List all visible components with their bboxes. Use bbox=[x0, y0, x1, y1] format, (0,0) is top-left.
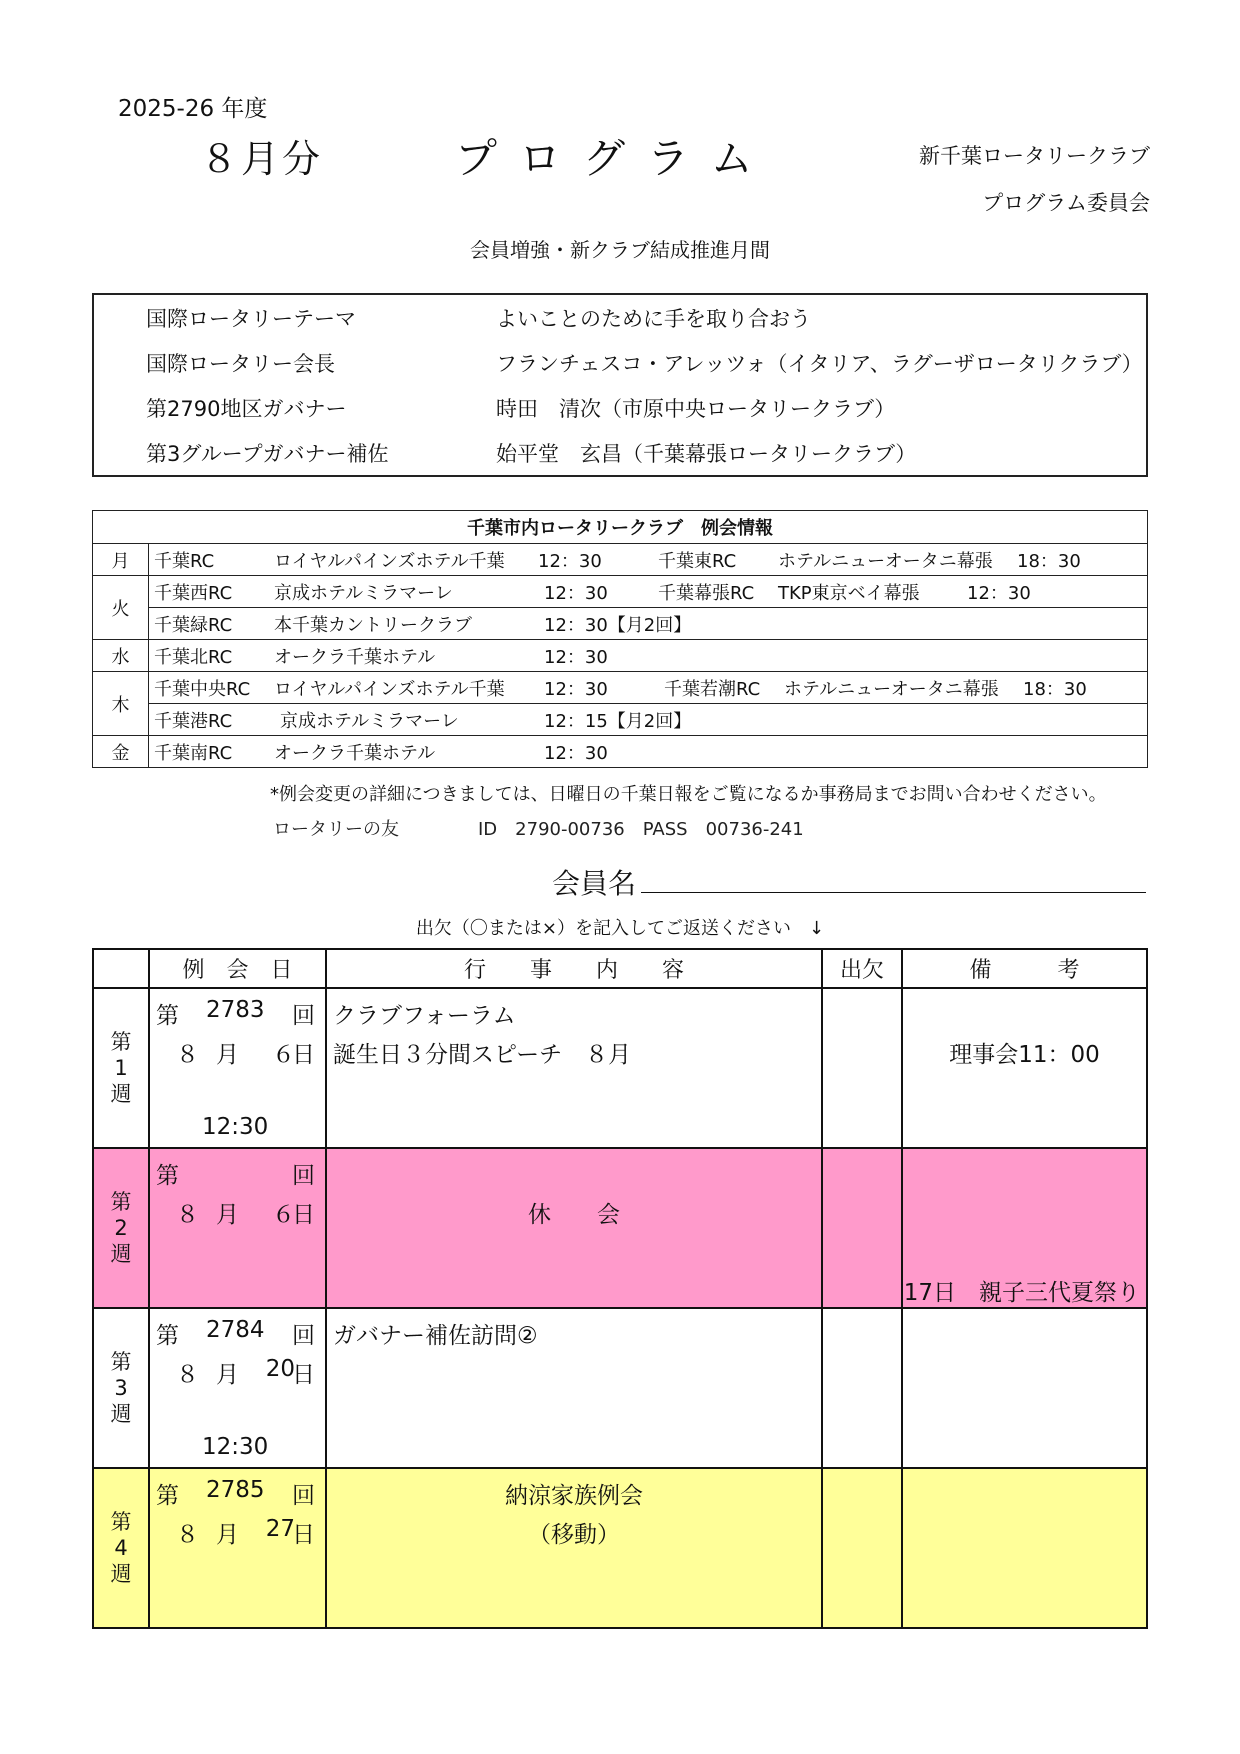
club-cell: 千葉港RC bbox=[154, 710, 233, 732]
club-cell: 千葉緑RC bbox=[154, 614, 233, 636]
event-line: 誕生日３分間スピーチ ８月 bbox=[333, 1042, 632, 1068]
info-value: 始平堂 玄昌（千葉幕張ロータリークラブ） bbox=[496, 442, 917, 466]
time-cell: 12：30 bbox=[544, 742, 608, 764]
month-value: ８ bbox=[176, 1522, 199, 1548]
date-cell bbox=[149, 988, 326, 1148]
attend-header: 出欠 bbox=[822, 949, 902, 988]
hotel-cell: 京成ホテルミラマーレ bbox=[274, 582, 453, 604]
info-label: 国際ロータリーテーマ bbox=[146, 307, 356, 331]
rotary-friend-credentials: ID 2790-00736 PASS 00736-241 bbox=[478, 819, 804, 840]
dai-char: 第 bbox=[156, 1483, 179, 1509]
member-name-line[interactable] bbox=[641, 892, 1146, 893]
time-cell: 12：30【月2回】 bbox=[544, 614, 692, 636]
day-label: 火 bbox=[93, 576, 149, 640]
month-theme: 会員増強・新クラブ結成推進月間 bbox=[470, 238, 770, 262]
week-row bbox=[93, 1468, 1147, 1628]
meetings-title: 千葉市内ロータリークラブ 例会情報 bbox=[93, 511, 1148, 544]
hotel-cell: 本千葉カントリークラブ bbox=[274, 614, 472, 636]
hotel-cell: オークラ千葉ホテル bbox=[274, 646, 436, 668]
dai-char: 第 bbox=[156, 1003, 179, 1029]
dai-char: 第 bbox=[156, 1323, 179, 1349]
info-row bbox=[94, 432, 1146, 476]
month-char: 月 bbox=[216, 1522, 239, 1548]
hotel-cell: 京成ホテルミラマーレ bbox=[280, 710, 459, 732]
meeting-number: 2784 bbox=[206, 1317, 265, 1343]
hotel-cell: TKP東京ベイ幕張 bbox=[778, 582, 920, 604]
hotel-cell: ホテルニューオータニ幕張 bbox=[784, 678, 999, 700]
hotel-cell: ロイヤルパインズホテル千葉 bbox=[274, 550, 505, 572]
table-row bbox=[93, 576, 1148, 608]
event-line: 休 会 bbox=[528, 1202, 620, 1228]
table-row bbox=[93, 544, 1148, 576]
remarks-cell bbox=[902, 1148, 1147, 1308]
event-cell bbox=[326, 988, 822, 1148]
attendance-cell[interactable] bbox=[822, 1308, 902, 1468]
remarks-cell bbox=[902, 1308, 1147, 1468]
attendance-instruction: 出欠（〇または×）を記入してご返送ください ↓ bbox=[415, 918, 825, 939]
info-row bbox=[94, 342, 1146, 386]
club-cell: 千葉西RC bbox=[154, 582, 233, 604]
week-text: 第 4 週 bbox=[110, 1510, 132, 1586]
week-text: 第 1 週 bbox=[110, 1030, 132, 1106]
event-line: 納涼家族例会 bbox=[505, 1483, 643, 1509]
month-value: ８ bbox=[176, 1362, 199, 1388]
info-value: よいことのために手を取り合おう bbox=[496, 307, 811, 331]
day-label: 木 bbox=[93, 672, 149, 736]
info-value: フランチェスコ・アレッツォ（イタリア、ラグーザロータリクラブ） bbox=[496, 352, 1143, 376]
attendance-cell[interactable] bbox=[822, 988, 902, 1148]
club-cell: 千葉東RC bbox=[658, 550, 737, 572]
day-label: 金 bbox=[93, 736, 149, 768]
hotel-cell: オークラ千葉ホテル bbox=[274, 742, 436, 764]
table-row bbox=[93, 608, 1148, 640]
club-cell: 千葉北RC bbox=[154, 646, 233, 668]
day-char: 日 bbox=[292, 1522, 315, 1548]
week-label bbox=[93, 988, 149, 1148]
attendance-cell[interactable] bbox=[822, 1468, 902, 1628]
month-char: 月 bbox=[216, 1042, 239, 1068]
page-title: プログラム bbox=[455, 134, 775, 183]
week-label bbox=[93, 1468, 149, 1628]
day-char: 日 bbox=[292, 1042, 315, 1068]
week-header bbox=[93, 949, 149, 988]
meeting-time: 12:30 bbox=[202, 1434, 269, 1460]
committee-name: プログラム委員会 bbox=[982, 191, 1150, 215]
date-cell bbox=[149, 1308, 326, 1468]
time-cell: 18：30 bbox=[1017, 550, 1081, 572]
day-value: 20 bbox=[265, 1356, 295, 1382]
table-row bbox=[93, 672, 1148, 704]
info-box bbox=[92, 293, 1148, 477]
kai-char: 回 bbox=[292, 1003, 315, 1029]
month-value: ８ bbox=[176, 1202, 199, 1228]
info-label: 第2790地区ガバナー bbox=[146, 397, 347, 421]
week-text: 第 3 週 bbox=[110, 1350, 132, 1426]
remark-text: 17日 親子三代夏祭り bbox=[903, 1280, 1140, 1306]
kai-char: 回 bbox=[292, 1483, 315, 1509]
day-value: ６ bbox=[272, 1202, 295, 1228]
time-cell: 12：30 bbox=[538, 550, 602, 572]
club-cell: 千葉RC bbox=[154, 550, 215, 572]
meeting-time: 12:30 bbox=[202, 1114, 269, 1140]
meeting-number: 2783 bbox=[206, 997, 265, 1023]
info-label: 第3グループガバナー補佐 bbox=[146, 442, 389, 466]
month-label: ８月分 bbox=[200, 137, 324, 181]
month-char: 月 bbox=[216, 1202, 239, 1228]
attendance-cell[interactable] bbox=[822, 1148, 902, 1308]
week-label bbox=[93, 1308, 149, 1468]
day-value: 27 bbox=[265, 1516, 295, 1542]
event-cell bbox=[326, 1148, 822, 1308]
event-header: 行 事 内 容 bbox=[326, 949, 822, 988]
fiscal-year: 2025-26 年度 bbox=[118, 96, 268, 122]
schedule-header-row bbox=[93, 949, 1147, 988]
table-row bbox=[93, 736, 1148, 768]
date-header: 例 会 日 bbox=[149, 949, 326, 988]
day-label: 月 bbox=[93, 544, 149, 576]
meetings-table bbox=[92, 510, 1148, 768]
time-cell: 12：30 bbox=[544, 678, 608, 700]
day-char: 日 bbox=[292, 1362, 315, 1388]
day-label: 水 bbox=[93, 640, 149, 672]
month-char: 月 bbox=[216, 1362, 239, 1388]
time-cell: 18：30 bbox=[1023, 678, 1087, 700]
event-line: クラブフォーラム bbox=[333, 1003, 516, 1029]
rotary-friend-label: ロータリーの友 bbox=[273, 819, 399, 840]
kai-char: 回 bbox=[292, 1163, 315, 1189]
time-cell: 12：30 bbox=[967, 582, 1031, 604]
info-row bbox=[94, 297, 1146, 341]
info-value: 時田 清次（市原中央ロータリークラブ） bbox=[496, 397, 896, 421]
remark-text: 理事会11：00 bbox=[949, 1042, 1100, 1068]
day-char: 日 bbox=[292, 1202, 315, 1228]
hotel-cell: ロイヤルパインズホテル千葉 bbox=[274, 678, 505, 700]
time-cell: 12：30 bbox=[544, 582, 608, 604]
week-text: 第 2 週 bbox=[110, 1190, 132, 1266]
kai-char: 回 bbox=[292, 1323, 315, 1349]
event-cell bbox=[326, 1308, 822, 1468]
date-cell bbox=[149, 1468, 326, 1628]
time-cell: 12：30 bbox=[544, 646, 608, 668]
event-line: （移動） bbox=[528, 1522, 620, 1548]
remarks-cell bbox=[902, 988, 1147, 1148]
meeting-number: 2785 bbox=[206, 1477, 265, 1503]
hotel-cell: ホテルニューオータニ幕張 bbox=[778, 550, 993, 572]
week-row bbox=[93, 1308, 1147, 1468]
event-line: ガバナー補佐訪問② bbox=[333, 1323, 538, 1349]
club-cell: 千葉幕張RC bbox=[658, 582, 755, 604]
club-cell: 千葉中央RC bbox=[154, 678, 251, 700]
week-row bbox=[93, 988, 1147, 1148]
remarks-header: 備 考 bbox=[902, 949, 1147, 988]
club-name: 新千葉ロータリークラブ bbox=[919, 144, 1150, 168]
table-row bbox=[93, 704, 1148, 736]
week-label bbox=[93, 1148, 149, 1308]
schedule-table bbox=[92, 948, 1148, 1629]
event-cell bbox=[326, 1468, 822, 1628]
dai-char: 第 bbox=[156, 1163, 179, 1189]
member-name-label: 会員名 bbox=[552, 867, 637, 900]
month-value: ８ bbox=[176, 1042, 199, 1068]
week-row bbox=[93, 1148, 1147, 1308]
remarks-cell bbox=[902, 1468, 1147, 1628]
date-cell bbox=[149, 1148, 326, 1308]
club-cell: 千葉若潮RC bbox=[664, 678, 761, 700]
club-cell: 千葉南RC bbox=[154, 742, 233, 764]
info-label: 国際ロータリー会長 bbox=[146, 352, 335, 376]
time-cell: 12：15【月2回】 bbox=[544, 710, 692, 732]
info-row bbox=[94, 387, 1146, 431]
meeting-change-note: *例会変更の詳細につきましては、日曜日の千葉日報をご覧になるか事務局までお問い合わせください。 bbox=[270, 784, 1107, 805]
day-value: ６ bbox=[272, 1042, 295, 1068]
table-row bbox=[93, 640, 1148, 672]
